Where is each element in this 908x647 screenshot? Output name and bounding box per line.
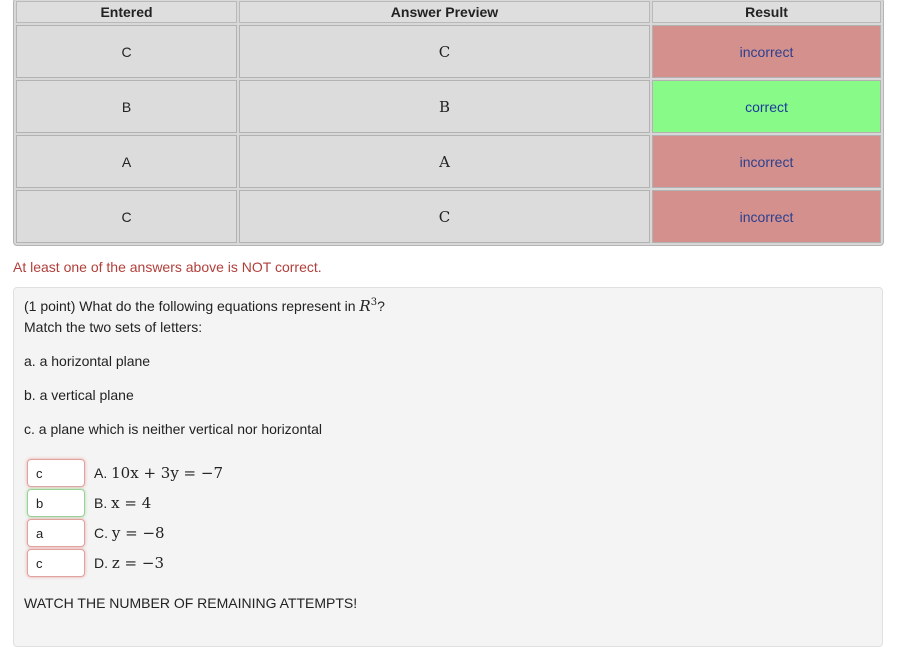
answer-input-d[interactable] bbox=[27, 549, 85, 577]
answer-input-b[interactable] bbox=[27, 489, 85, 517]
entered-cell: B bbox=[16, 80, 237, 133]
not-correct-warning: At least one of the answers above is NOT correct. bbox=[13, 259, 322, 275]
r3-symbol: $R^3$ bbox=[359, 297, 378, 315]
choice-a: a. a horizontal plane bbox=[24, 353, 151, 369]
entered-cell: A bbox=[16, 135, 237, 188]
table-row bbox=[16, 80, 881, 133]
entered-cell: C bbox=[16, 190, 237, 243]
result-cell: incorrect bbox=[652, 25, 881, 78]
table-row bbox=[16, 190, 881, 243]
results-table bbox=[13, 0, 884, 246]
result-cell: incorrect bbox=[652, 190, 881, 243]
header-result: Result bbox=[652, 1, 881, 23]
problem-intro-suffix: ? bbox=[377, 298, 385, 314]
problem-panel bbox=[13, 287, 883, 647]
preview-cell: C bbox=[239, 190, 650, 243]
problem-intro bbox=[24, 297, 385, 315]
equation-c: C. y = −8 bbox=[94, 524, 165, 542]
choice-c: c. a plane which is neither vertical nor horizontal bbox=[24, 421, 323, 437]
answer-input-a[interactable] bbox=[27, 459, 85, 487]
result-cell: incorrect bbox=[652, 135, 881, 188]
equation-a: A. 10x + 3y = −7 bbox=[94, 464, 224, 482]
choice-b: b. a vertical plane bbox=[24, 387, 134, 403]
preview-cell: A bbox=[239, 135, 650, 188]
attempts-warning: WATCH THE NUMBER OF REMAINING ATTEMPTS! bbox=[24, 595, 358, 611]
preview-cell: B bbox=[239, 80, 650, 133]
equation-d: D. z = −3 bbox=[94, 554, 165, 572]
results-header-row bbox=[16, 1, 881, 23]
header-answer-preview: Answer Preview bbox=[239, 1, 650, 23]
table-row bbox=[16, 25, 881, 78]
problem-intro-text: (1 point) What do the following equations represent in bbox=[24, 298, 360, 314]
problem-instruction: Match the two sets of letters: bbox=[24, 319, 203, 335]
table-row bbox=[16, 135, 881, 188]
entered-cell: C bbox=[16, 25, 237, 78]
result-cell: correct bbox=[652, 80, 881, 133]
equation-b: B. x = 4 bbox=[94, 494, 152, 512]
header-entered: Entered bbox=[16, 1, 237, 23]
answer-input-c[interactable] bbox=[27, 519, 85, 547]
preview-cell: C bbox=[239, 25, 650, 78]
